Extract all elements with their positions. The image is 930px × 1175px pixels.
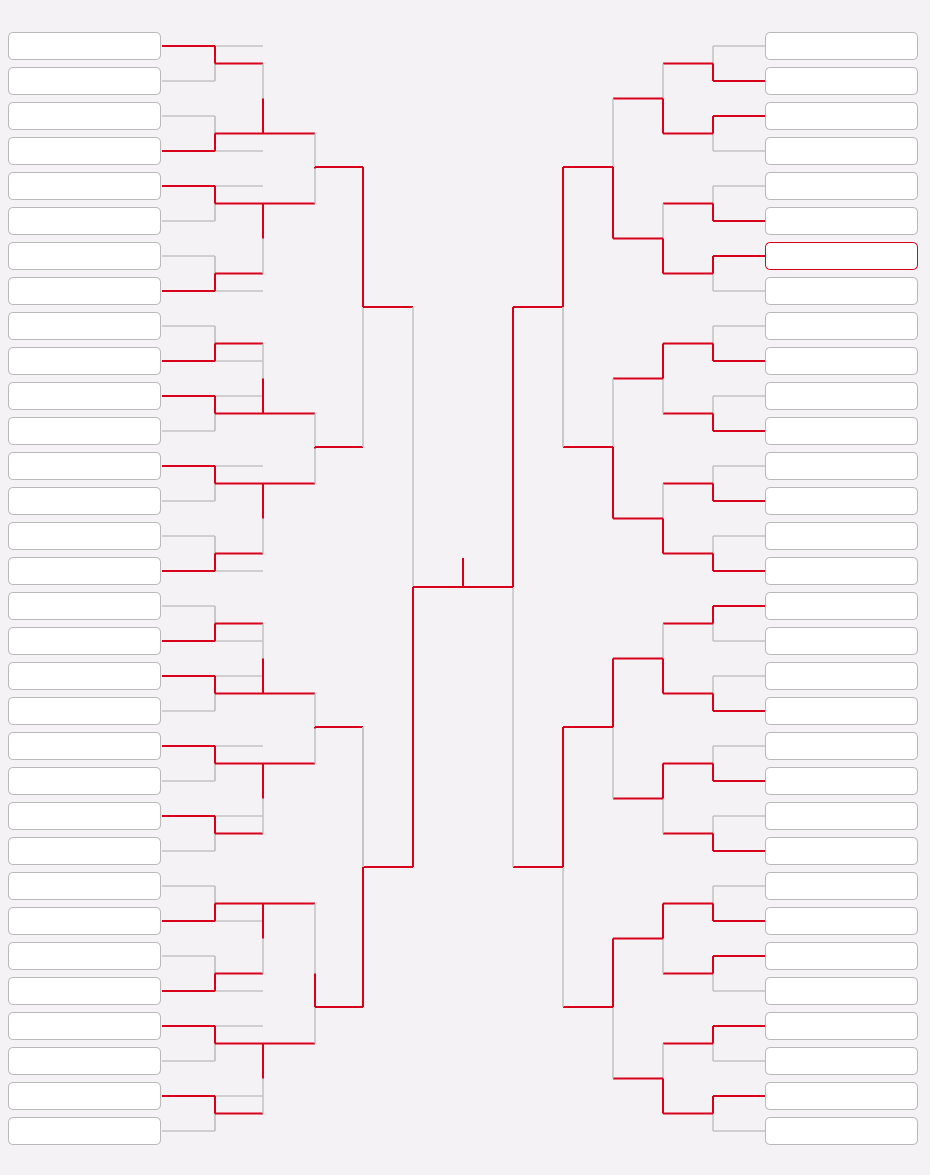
team-right-22[interactable]: [765, 802, 918, 830]
team-right-1[interactable]: [765, 67, 918, 95]
team-left-27[interactable]: [8, 977, 161, 1005]
team-right-18[interactable]: [765, 662, 918, 690]
team-left-9[interactable]: [8, 347, 161, 375]
team-left-8[interactable]: [8, 312, 161, 340]
team-left-19[interactable]: [8, 697, 161, 725]
team-left-6[interactable]: [8, 242, 161, 270]
team-left-11[interactable]: [8, 417, 161, 445]
team-left-7[interactable]: [8, 277, 161, 305]
team-left-3[interactable]: [8, 137, 161, 165]
team-right-0[interactable]: [765, 32, 918, 60]
team-right-31[interactable]: [765, 1117, 918, 1145]
team-left-18[interactable]: [8, 662, 161, 690]
team-left-10[interactable]: [8, 382, 161, 410]
team-right-10[interactable]: [765, 382, 918, 410]
team-right-21[interactable]: [765, 767, 918, 795]
team-left-21[interactable]: [8, 767, 161, 795]
team-left-2[interactable]: [8, 102, 161, 130]
team-left-5[interactable]: [8, 207, 161, 235]
team-left-20[interactable]: [8, 732, 161, 760]
team-right-30[interactable]: [765, 1082, 918, 1110]
team-right-3[interactable]: [765, 137, 918, 165]
team-left-17[interactable]: [8, 627, 161, 655]
team-right-16[interactable]: [765, 592, 918, 620]
team-right-11[interactable]: [765, 417, 918, 445]
team-left-25[interactable]: [8, 907, 161, 935]
team-left-16[interactable]: [8, 592, 161, 620]
team-right-7[interactable]: [765, 277, 918, 305]
team-left-28[interactable]: [8, 1012, 161, 1040]
team-left-14[interactable]: [8, 522, 161, 550]
team-left-24[interactable]: [8, 872, 161, 900]
team-right-9[interactable]: [765, 347, 918, 375]
team-left-23[interactable]: [8, 837, 161, 865]
team-right-24[interactable]: [765, 872, 918, 900]
team-right-5[interactable]: [765, 207, 918, 235]
team-left-31[interactable]: [8, 1117, 161, 1145]
team-right-13[interactable]: [765, 487, 918, 515]
team-right-19[interactable]: [765, 697, 918, 725]
team-right-26[interactable]: [765, 942, 918, 970]
team-right-12[interactable]: [765, 452, 918, 480]
team-left-26[interactable]: [8, 942, 161, 970]
team-right-14[interactable]: [765, 522, 918, 550]
team-left-4[interactable]: [8, 172, 161, 200]
team-left-13[interactable]: [8, 487, 161, 515]
team-right-20[interactable]: [765, 732, 918, 760]
team-right-27[interactable]: [765, 977, 918, 1005]
team-right-23[interactable]: [765, 837, 918, 865]
team-right-25[interactable]: [765, 907, 918, 935]
team-left-0[interactable]: [8, 32, 161, 60]
team-right-17[interactable]: [765, 627, 918, 655]
team-left-15[interactable]: [8, 557, 161, 585]
team-right-6[interactable]: [765, 242, 918, 270]
team-right-15[interactable]: [765, 557, 918, 585]
team-right-4[interactable]: [765, 172, 918, 200]
team-left-12[interactable]: [8, 452, 161, 480]
team-left-22[interactable]: [8, 802, 161, 830]
team-left-1[interactable]: [8, 67, 161, 95]
team-right-29[interactable]: [765, 1047, 918, 1075]
team-right-2[interactable]: [765, 102, 918, 130]
team-left-30[interactable]: [8, 1082, 161, 1110]
team-right-8[interactable]: [765, 312, 918, 340]
team-left-29[interactable]: [8, 1047, 161, 1075]
team-right-28[interactable]: [765, 1012, 918, 1040]
